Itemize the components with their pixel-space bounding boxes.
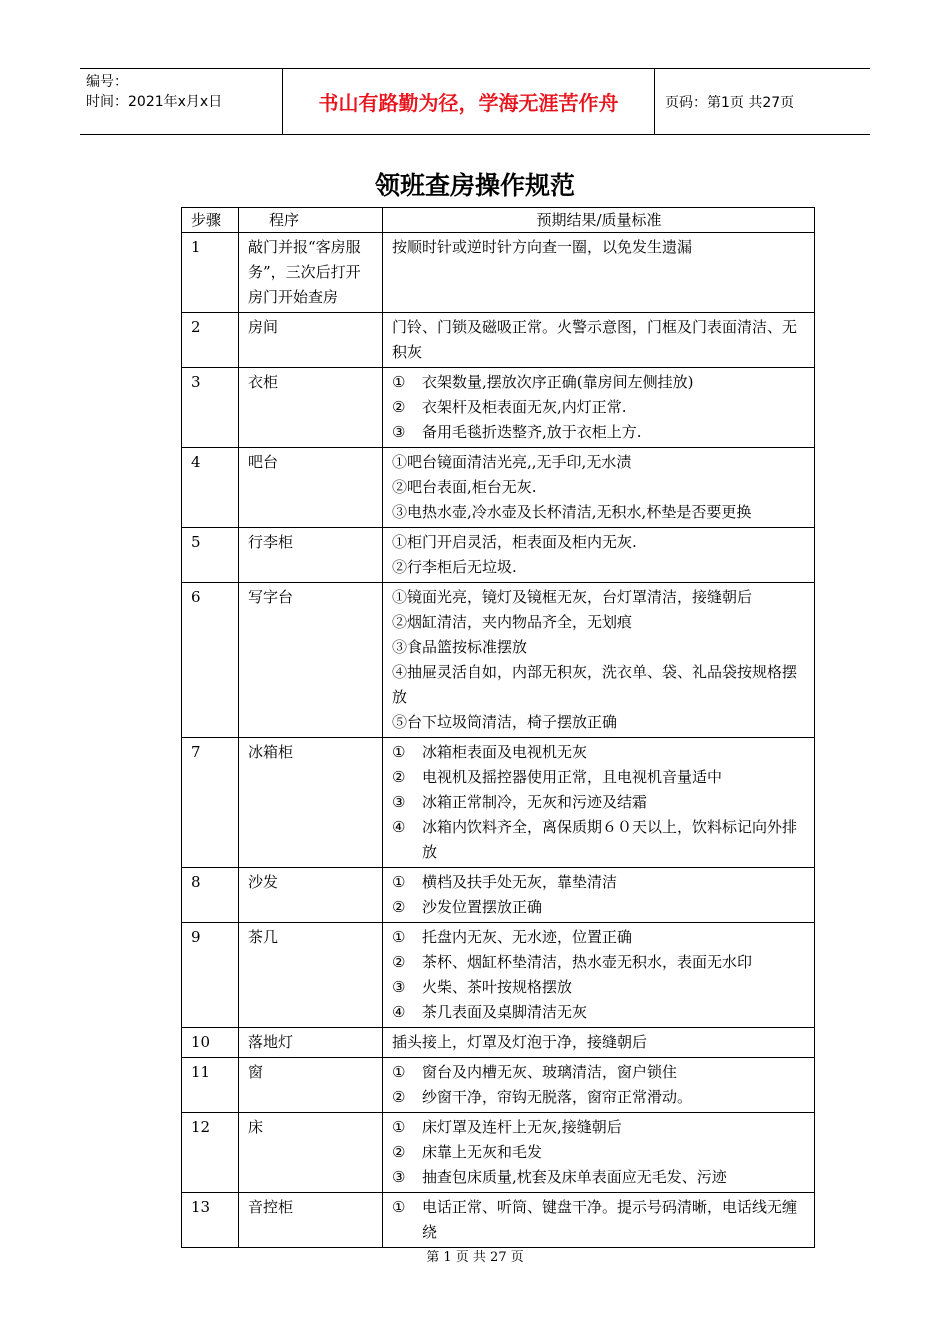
item-marker: ③: [392, 1168, 406, 1186]
item-text: 镜面光亮，镜灯及镜框无灰，台灯罩清洁，接缝朝后: [407, 588, 753, 606]
standard-item: [392, 975, 806, 1000]
standard-cell: [383, 448, 815, 528]
item-marker: ⑤: [392, 713, 408, 731]
item-marker: ①: [392, 1198, 406, 1216]
table-row: [182, 923, 815, 1028]
procedure-cell: 房间: [239, 313, 383, 368]
item-marker: ③: [392, 793, 406, 811]
standard-item: [392, 585, 806, 610]
header-left-cell: [80, 69, 282, 134]
table-row: [182, 868, 815, 923]
item-text: 行李柜后无垃圾.: [407, 558, 517, 576]
item-marker: ①: [392, 588, 408, 606]
item-marker: ④: [392, 1003, 406, 1021]
standard-item: 门铃、门锁及磁吸正常。火警示意图，门框及门表面清洁、无积灰: [392, 318, 798, 361]
procedure-cell: 沙发: [239, 868, 383, 923]
item-marker: ②: [392, 398, 406, 416]
table-row: [182, 448, 815, 528]
table-row: [182, 1113, 815, 1193]
step-number: 11: [182, 1058, 239, 1113]
inspection-table: [181, 207, 815, 1248]
step-number: 7: [182, 738, 239, 868]
standard-item: [392, 870, 806, 895]
item-marker: ④: [392, 663, 408, 681]
standard-item: [392, 635, 806, 660]
motto: 书山有路勤为径，学海无涯苦作舟: [282, 69, 655, 134]
item-marker: ①: [392, 743, 406, 761]
procedure-cell: 衣柜: [239, 368, 383, 448]
standard-item: [392, 450, 806, 475]
table-row: [182, 233, 815, 313]
procedure-cell: 床: [239, 1113, 383, 1193]
standard-cell: [383, 923, 815, 1028]
item-marker: ②: [392, 478, 408, 496]
item-text: 电话正常、听筒、键盘干净。提示号码清晰，电话线无缠绕: [422, 1198, 798, 1241]
standard-item: [392, 475, 806, 500]
standard-item: [392, 950, 806, 975]
item-marker: ①: [392, 373, 406, 391]
standard-cell: [383, 1058, 815, 1113]
step-number: 1: [182, 233, 239, 313]
procedure-cell: 茶几: [239, 923, 383, 1028]
item-marker: ③: [392, 638, 408, 656]
step-number: 9: [182, 923, 239, 1028]
procedure-cell: 窗: [239, 1058, 383, 1113]
table-row: [182, 738, 815, 868]
page-footer: 第 1 页 共 27 页: [426, 1250, 524, 1265]
table-row: [182, 1193, 815, 1248]
item-text: 台下垃圾筒清洁，椅子摆放正确: [407, 713, 618, 731]
item-marker: ②: [392, 898, 406, 916]
standard-item: [392, 555, 806, 580]
procedure-cell: 冰箱柜: [239, 738, 383, 868]
standard-cell: [383, 738, 815, 868]
standard-cell: [383, 868, 815, 923]
standard-item: [392, 420, 806, 445]
standard-item: [392, 815, 806, 865]
item-marker: ②: [392, 953, 406, 971]
item-text: 火柴、茶叶按规格摆放: [422, 978, 573, 996]
standard-item: [392, 1140, 806, 1165]
standard-item: [392, 1195, 806, 1245]
procedure-cell: 行李柜: [239, 528, 383, 583]
item-text: 茶几表面及桌脚清洁无灰: [422, 1003, 588, 1021]
item-text: 电视机及摇控器使用正常，且电视机音量适中: [422, 768, 723, 786]
item-marker: ①: [392, 873, 406, 891]
item-text: 抽屉灵活自如，内部无积灰，洗衣单、袋、礼品袋按规格摆放: [392, 663, 798, 706]
standard-item: [392, 1060, 806, 1085]
page-info: 页码：第1页 共27页: [665, 94, 795, 111]
item-marker: ④: [392, 818, 406, 836]
item-text: 柜门开启灵活，柜表面及柜内无灰.: [407, 533, 637, 551]
procedure-cell: 写字台: [239, 583, 383, 738]
standard-item: [392, 710, 806, 735]
item-marker: ③: [392, 423, 406, 441]
column-header-procedure: 程序: [239, 208, 383, 233]
step-number: 5: [182, 528, 239, 583]
item-marker: ①: [392, 1063, 406, 1081]
item-text: 床灯罩及连杆上无灰,接缝朝后: [422, 1118, 622, 1136]
table-row: [182, 368, 815, 448]
standard-item: [392, 500, 806, 525]
item-text: 抽查包床质量,枕套及床单表面应无毛发、污迹: [422, 1168, 727, 1186]
item-marker: ②: [392, 1143, 406, 1161]
item-marker: ③: [392, 503, 408, 521]
standard-item: [392, 740, 806, 765]
item-text: 冰箱柜表面及电视机无灰: [422, 743, 588, 761]
item-marker: ②: [392, 768, 406, 786]
table-header-row: [182, 208, 815, 233]
standard-item: [392, 660, 806, 710]
standard-item: [392, 1000, 806, 1025]
standard-cell: [383, 368, 815, 448]
procedure-cell: 敲门并报“客房服务”，三次后打开房门开始查房: [239, 233, 383, 313]
item-marker: ②: [392, 1088, 406, 1106]
standard-cell: [383, 313, 815, 368]
standard-item: [392, 1115, 806, 1140]
item-marker: ③: [392, 978, 406, 996]
step-number: 12: [182, 1113, 239, 1193]
step-number: 13: [182, 1193, 239, 1248]
procedure-cell: 吧台: [239, 448, 383, 528]
item-text: 横档及扶手处无灰，靠垫清洁: [422, 873, 618, 891]
item-text: 吧台表面,柜台无灰.: [407, 478, 537, 496]
item-text: 食品篮按标准摆放: [407, 638, 528, 656]
item-text: 托盘内无灰、无水迹，位置正确: [422, 928, 633, 946]
standard-cell: [383, 528, 815, 583]
item-text: 窗台及内槽无灰、玻璃清洁，窗户锁住: [422, 1063, 678, 1081]
item-marker: ②: [392, 613, 408, 631]
item-text: 备用毛毯折迭整齐,放于衣柜上方.: [422, 423, 642, 441]
standard-item: [392, 790, 806, 815]
standard-item: [392, 530, 806, 555]
item-marker: ①: [392, 1118, 406, 1136]
item-marker: ①: [392, 928, 406, 946]
item-text: 衣架数量,摆放次序正确(靠房间左侧挂放): [422, 373, 694, 391]
standard-cell: [383, 583, 815, 738]
standard-cell: [383, 1113, 815, 1193]
item-text: 茶杯、烟缸杯垫清洁，热水壶无积水，表面无水印: [422, 953, 753, 971]
item-text: 冰箱正常制冷，无灰和污迹及结霜: [422, 793, 648, 811]
item-marker: ①: [392, 533, 408, 551]
standard-item: [392, 765, 806, 790]
standard-item: [392, 395, 806, 420]
standard-item: [392, 895, 806, 920]
step-number: 3: [182, 368, 239, 448]
table-row: [182, 1058, 815, 1113]
standard-item: 插头接上，灯罩及灯泡于净，接缝朝后: [392, 1033, 648, 1051]
item-text: 衣架杆及柜表面无灰,内灯正常.: [422, 398, 627, 416]
item-marker: ①: [392, 453, 408, 471]
step-number: 10: [182, 1028, 239, 1058]
item-text: 冰箱内饮料齐全，离保质期６０天以上，饮料标记向外排放: [422, 818, 798, 861]
item-text: 吧台镜面清洁光亮,,无手印,无水渍: [407, 453, 632, 471]
standard-cell: [383, 1193, 815, 1248]
procedure-cell: 音控柜: [239, 1193, 383, 1248]
table-row: [182, 583, 815, 738]
item-text: 烟缸清洁，夹内物品齐全，无划痕: [407, 613, 633, 631]
standard-item: [392, 1085, 806, 1110]
item-marker: ②: [392, 558, 408, 576]
column-header-step: 步骤: [182, 208, 239, 233]
standard-item: [392, 610, 806, 635]
item-text: 纱窗干净，帘钩无脱落，窗帘正常滑动。: [422, 1088, 693, 1106]
step-number: 6: [182, 583, 239, 738]
standard-cell: [383, 233, 815, 313]
page-header: [80, 68, 870, 135]
standard-item: [392, 370, 806, 395]
item-text: 沙发位置摆放正确: [422, 898, 543, 916]
step-number: 8: [182, 868, 239, 923]
table-row: [182, 313, 815, 368]
standard-item: 按顺时针或逆时针方向查一圈，以免发生遗漏: [392, 238, 693, 256]
standard-item: [392, 1165, 806, 1190]
procedure-cell: 落地灯: [239, 1028, 383, 1058]
column-header-standard: 预期结果/质量标准: [383, 208, 815, 233]
table-row: [182, 1028, 815, 1058]
step-number: 4: [182, 448, 239, 528]
number-label: 编号：: [86, 74, 128, 90]
standard-item: [392, 925, 806, 950]
time-label: 时间：2021年x月x日: [86, 94, 223, 110]
item-text: 电热水壶,冷水壶及长杯清洁,无积水,杯垫是否要更换: [407, 503, 752, 521]
table-row: [182, 528, 815, 583]
item-text: 床靠上无灰和毛发: [422, 1143, 543, 1161]
step-number: 2: [182, 313, 239, 368]
standard-cell: [383, 1028, 815, 1058]
document-title: 领班查房操作规范: [374, 171, 575, 200]
